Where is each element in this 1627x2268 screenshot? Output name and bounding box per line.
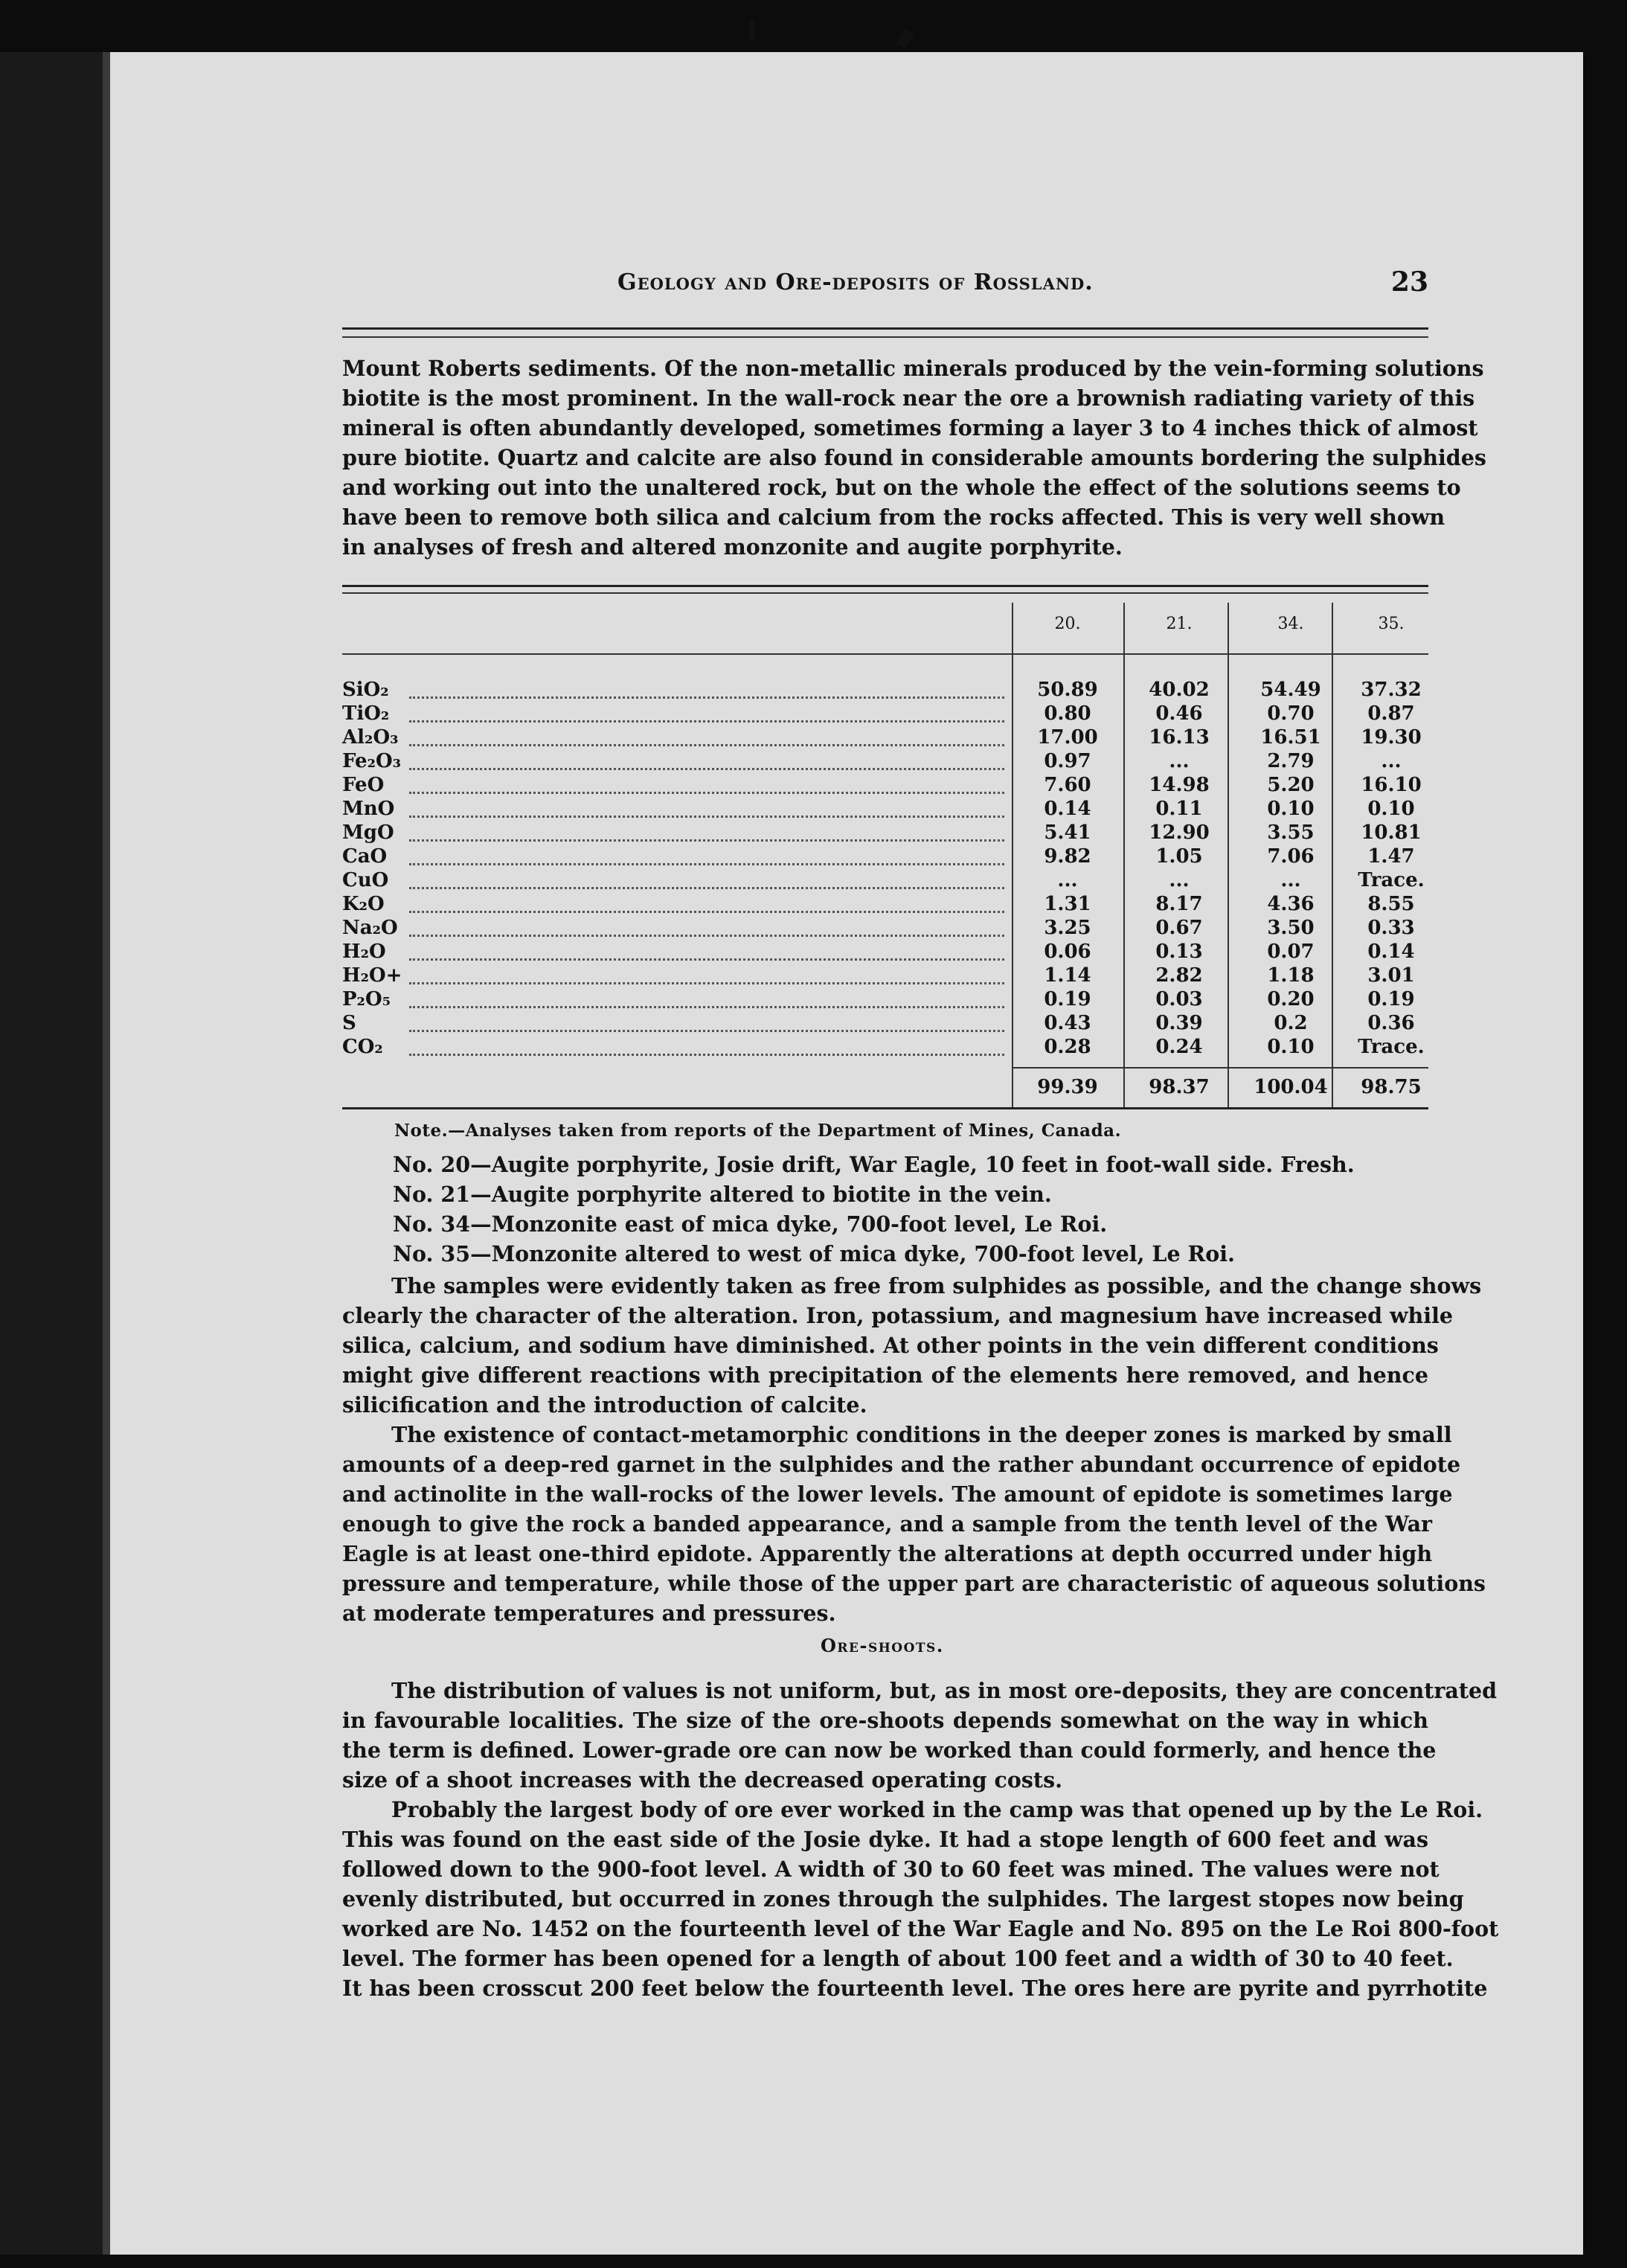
table-cell: 16.10 <box>1361 774 1422 796</box>
table-cell: 0.13 <box>1155 941 1203 963</box>
leader-dots <box>409 948 1004 961</box>
table-cell: 2.82 <box>1155 964 1203 987</box>
table-cell: 1.14 <box>1044 964 1091 987</box>
leader-dots <box>409 853 1004 865</box>
text-line: The existence of contact-metamorphic conditions in the deeper zones is marked by small <box>391 1422 1452 1447</box>
oxide-label: K₂O <box>342 893 385 915</box>
table-cell: 0.10 <box>1367 798 1415 820</box>
table-cell: 50.89 <box>1037 679 1098 701</box>
table-cell: 19.30 <box>1361 726 1422 749</box>
column-header: 21. <box>1166 615 1193 633</box>
leader-dots <box>409 900 1004 913</box>
analysis-table <box>342 588 1428 1116</box>
text-line: evenly distributed, but occurred in zones through the sulphides. The largest stopes now being <box>342 1886 1464 1912</box>
section-heading: Ore-shoots. <box>821 1635 944 1656</box>
total-cell: 98.37 <box>1149 1076 1210 1098</box>
text-line: Mount Roberts sediments. Of the non-metallic minerals produced by the vein-forming solutions <box>342 356 1484 381</box>
paragraph-contact-metamorphic <box>342 1420 1486 1628</box>
text-line: biotite is the most prominent. In the wall-rock near the ore a brownish radiating variety of this <box>342 385 1475 411</box>
text-line: The distribution of values is not uniform, but, as in most ore-deposits, they are concentrated <box>391 1678 1498 1703</box>
table-cell: 1.05 <box>1155 845 1203 868</box>
leader-dots <box>409 757 1004 770</box>
page-header <box>342 266 1428 307</box>
table-cell: 0.36 <box>1367 1012 1415 1034</box>
text-line: The samples were evidently taken as free from sulphides as possible, and the change shows <box>391 1273 1482 1298</box>
table-bottom-rule <box>342 1107 1428 1109</box>
table-cell: 0.10 <box>1267 1036 1315 1058</box>
total-cell: 98.75 <box>1361 1076 1422 1098</box>
table-cell: 0.70 <box>1267 702 1315 725</box>
table-cell: 0.39 <box>1155 1012 1203 1034</box>
paragraph-distribution <box>342 1676 1498 1795</box>
table-cell: 0.87 <box>1367 702 1415 725</box>
table-top-rule <box>342 585 1428 587</box>
text-line: silicification and the introduction of calcite. <box>342 1392 867 1418</box>
table-cell: 3.01 <box>1367 964 1415 987</box>
table-note: Note.—Analyses taken from reports of the Department of Mines, Canada. <box>394 1121 1122 1141</box>
leader-dots <box>409 781 1004 794</box>
paragraph-samples <box>342 1271 1482 1420</box>
table-cell: 4.36 <box>1267 893 1315 915</box>
table-cell: 1.47 <box>1367 845 1415 868</box>
table-cell: ... <box>1169 750 1190 772</box>
leader-dots <box>409 972 1004 984</box>
oxide-label: Fe₂O₃ <box>342 750 402 772</box>
text-line: in analyses of fresh and altered monzonite and augite porphyrite. <box>342 534 1123 560</box>
total-cell: 100.04 <box>1254 1076 1328 1098</box>
table-cell: 0.80 <box>1044 702 1091 725</box>
table-cell: 0.10 <box>1267 798 1315 820</box>
table-cell: 0.07 <box>1267 941 1315 963</box>
text-line: mineral is often abundantly developed, sometimes forming a layer 3 to 4 inches thick of almost <box>342 415 1478 441</box>
text-line: at moderate temperatures and pressures. <box>342 1601 836 1626</box>
table-cell: 0.97 <box>1044 750 1091 772</box>
table-cell: 0.03 <box>1155 988 1203 1010</box>
table-cell: 0.46 <box>1155 702 1203 725</box>
leader-dots <box>409 1019 1004 1032</box>
table-cell: 0.67 <box>1155 917 1203 939</box>
table-cell: 0.06 <box>1044 941 1091 963</box>
sample-description: No. 21—Augite porphyrite altered to biotite in the vein. <box>393 1182 1052 1207</box>
table-cell: 0.11 <box>1155 798 1203 820</box>
table-cell: 37.32 <box>1361 679 1422 701</box>
sample-description: No. 34—Monzonite east of mica dyke, 700-foot level, Le Roi. <box>393 1211 1108 1237</box>
table-cell: 1.18 <box>1267 964 1315 987</box>
header-rule <box>342 327 1428 330</box>
table-cell: 5.20 <box>1267 774 1315 796</box>
column-divider <box>1123 603 1125 1109</box>
text-line: Probably the largest body of ore ever worked in the camp was that opened up by the Le Roi. <box>391 1797 1483 1822</box>
text-line: worked are No. 1452 on the fourteenth level of the War Eagle and No. 895 on the Le Roi 800-foot <box>342 1916 1499 1941</box>
oxide-label: MgO <box>342 821 394 844</box>
oxide-label: CaO <box>342 845 388 868</box>
scan-speck <box>750 19 754 42</box>
table-cell: 7.60 <box>1044 774 1091 796</box>
text-line: pressure and temperature, while those of the upper part are characteristic of aqueous solutions <box>342 1571 1486 1596</box>
text-line: pure biotite. Quartz and calcite are also found in considerable amounts bordering the sulphides <box>342 445 1486 470</box>
oxide-label: TiO₂ <box>342 702 390 725</box>
scan-speck <box>896 28 914 49</box>
table-cell: Trace. <box>1358 869 1425 891</box>
page-number: 23 <box>1390 266 1428 298</box>
table-cell: 3.55 <box>1267 821 1315 844</box>
leader-dots <box>409 1043 1004 1056</box>
text-line: This was found on the east side of the Josie dyke. It had a stope length of 600 feet and was <box>342 1827 1428 1852</box>
text-line: Eagle is at least one-third epidote. Apparently the alterations at depth occurred under high <box>342 1541 1433 1566</box>
oxide-label: P₂O₅ <box>342 988 391 1010</box>
oxide-label: SiO₂ <box>342 679 389 701</box>
table-cell: 40.02 <box>1149 679 1210 701</box>
text-line: in favourable localities. The size of the ore-shoots depends somewhat on the way in which <box>342 1708 1428 1733</box>
table-cell: ... <box>1381 750 1402 772</box>
leader-dots <box>409 805 1004 818</box>
sample-description: No. 20—Augite porphyrite, Josie drift, War Eagle, 10 feet in foot-wall side. Fresh. <box>393 1152 1355 1177</box>
text-line: It has been crosscut 200 feet below the fourteenth level. The ores here are pyrite and pyrrhotite <box>342 1976 1488 2001</box>
table-cell: 0.33 <box>1367 917 1415 939</box>
table-cell: 17.00 <box>1037 726 1098 749</box>
table-cell: 3.25 <box>1044 917 1091 939</box>
table-cell: 54.49 <box>1260 679 1321 701</box>
table-cell: 1.31 <box>1044 893 1091 915</box>
table-cell: 8.17 <box>1155 893 1203 915</box>
leader-dots <box>409 829 1004 842</box>
leader-dots <box>409 924 1004 937</box>
table-cell: ... <box>1057 869 1078 891</box>
sample-description: No. 35—Monzonite altered to west of mica dyke, 700-foot level, Le Roi. <box>393 1241 1235 1266</box>
column-header: 20. <box>1054 615 1081 633</box>
oxide-label: H₂O+ <box>342 964 402 987</box>
text-line: followed down to the 900-foot level. A width of 30 to 60 feet was mined. The values were not <box>342 1857 1440 1882</box>
text-line: clearly the character of the alteration. Iron, potassium, and magnesium have increased while <box>342 1303 1454 1328</box>
table-cell: 0.14 <box>1044 798 1091 820</box>
column-divider <box>1012 603 1013 1109</box>
table-cell: 0.28 <box>1044 1036 1091 1058</box>
table-cell: 7.06 <box>1267 845 1315 868</box>
table-cell: 9.82 <box>1044 845 1091 868</box>
table-cell: 2.79 <box>1267 750 1315 772</box>
leader-dots <box>409 686 1004 699</box>
oxide-label: Na₂O <box>342 917 398 939</box>
table-cell: 16.51 <box>1260 726 1321 749</box>
leader-dots <box>409 734 1004 746</box>
table-cell: 3.50 <box>1267 917 1315 939</box>
table-cell: Trace. <box>1358 1036 1425 1058</box>
table-cell: 0.19 <box>1367 988 1415 1010</box>
table-cell: 5.41 <box>1044 821 1091 844</box>
oxide-label: H₂O <box>342 941 386 963</box>
table-cell: 12.90 <box>1149 821 1210 844</box>
table-cell: 0.14 <box>1367 941 1415 963</box>
table-cell: ... <box>1280 869 1301 891</box>
oxide-label: S <box>342 1012 356 1034</box>
totals-rule <box>1012 1067 1428 1069</box>
paragraph-largest-orebody <box>342 1795 1499 2003</box>
intro-paragraph <box>342 353 1486 562</box>
leader-dots <box>409 996 1004 1008</box>
running-title: Geology and Ore-deposits of Rossland. <box>617 269 1094 295</box>
table-cell: 10.81 <box>1361 821 1422 844</box>
text-line: might give different reactions with precipitation of the elements here removed, and hence <box>342 1362 1428 1388</box>
book-spine-edge <box>0 52 110 2255</box>
text-line: and working out into the unaltered rock, but on the whole the effect of the solutions seems to <box>342 475 1461 500</box>
table-cell: 14.98 <box>1149 774 1210 796</box>
table-cell: 0.24 <box>1155 1036 1203 1058</box>
oxide-label: FeO <box>342 774 385 796</box>
oxide-label: CuO <box>342 869 389 891</box>
text-line: silica, calcium, and sodium have diminished. At other points in the vein different conditions <box>342 1333 1439 1358</box>
table-cell: 8.55 <box>1367 893 1415 915</box>
oxide-label: CO₂ <box>342 1036 383 1058</box>
leader-dots <box>409 710 1004 723</box>
column-header: 35. <box>1378 615 1405 633</box>
table-cell: 16.13 <box>1149 726 1210 749</box>
header-underline <box>342 653 1428 655</box>
table-cell: 0.19 <box>1044 988 1091 1010</box>
table-cell: 0.43 <box>1044 1012 1091 1034</box>
oxide-label: Al₂O₃ <box>342 726 399 749</box>
text-line: and actinolite in the wall-rocks of the lower levels. The amount of epidote is sometimes large <box>342 1481 1453 1507</box>
total-cell: 99.39 <box>1037 1076 1098 1098</box>
header-rule-thin <box>342 336 1428 338</box>
text-line: have been to remove both silica and calcium from the rocks affected. This is very well shown <box>342 504 1445 530</box>
column-header: 34. <box>1277 615 1304 633</box>
text-line: enough to give the rock a banded appearance, and a sample from the tenth level of the War <box>342 1511 1433 1537</box>
text-line: the term is defined. Lower-grade ore can now be worked than could formerly, and hence the <box>342 1737 1437 1763</box>
oxide-label: MnO <box>342 798 395 820</box>
table-cell: 0.2 <box>1274 1012 1308 1034</box>
table-cell: ... <box>1169 869 1190 891</box>
table-cell: 0.20 <box>1267 988 1315 1010</box>
text-line: level. The former has been opened for a length of about 100 feet and a width of 30 to 40 feet. <box>342 1946 1454 1971</box>
text-line: amounts of a deep-red garnet in the sulphides and the rather abundant occurrence of epidote <box>342 1452 1461 1477</box>
text-line: size of a shoot increases with the decreased operating costs. <box>342 1767 1063 1793</box>
leader-dots <box>409 877 1004 889</box>
